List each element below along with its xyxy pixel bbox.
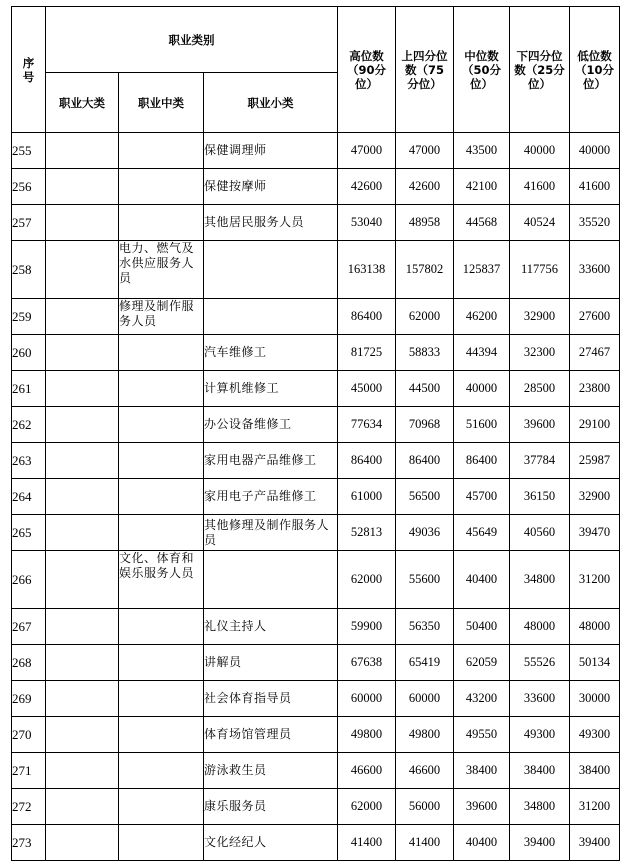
row-p50: 62059 [454, 645, 510, 681]
row-p90: 46600 [338, 753, 396, 789]
row-p90: 59900 [338, 609, 396, 645]
row-middle-category [119, 133, 204, 169]
table-body [12, 133, 620, 861]
row-p75: 55600 [396, 551, 454, 609]
p75-header: 上四分位数（75分位） [396, 7, 454, 133]
row-middle-category [119, 205, 204, 241]
row-middle-category [119, 443, 204, 479]
row-p50: 45700 [454, 479, 510, 515]
row-p50: 44568 [454, 205, 510, 241]
row-minor-category: 文化经纪人 [204, 825, 338, 861]
row-seq: 272 [12, 789, 46, 825]
row-major-category [46, 825, 119, 861]
row-major-category [46, 479, 119, 515]
row-p75: 44500 [396, 371, 454, 407]
row-p50: 45649 [454, 515, 510, 551]
row-seq: 267 [12, 609, 46, 645]
row-p90: 49800 [338, 717, 396, 753]
row-middle-category [119, 335, 204, 371]
table-row [12, 681, 620, 717]
row-middle-category [119, 753, 204, 789]
row-p25: 34800 [510, 789, 570, 825]
row-major-category [46, 789, 119, 825]
row-p75: 62000 [396, 299, 454, 335]
row-p50: 39600 [454, 789, 510, 825]
row-p10: 49300 [570, 717, 620, 753]
row-middle-category [119, 407, 204, 443]
row-major-category [46, 407, 119, 443]
table-row [12, 515, 620, 551]
row-minor-category: 保健按摩师 [204, 169, 338, 205]
row-p10: 39470 [570, 515, 620, 551]
row-p90: 62000 [338, 789, 396, 825]
row-minor-category [204, 241, 338, 299]
row-p75: 157802 [396, 241, 454, 299]
row-seq: 260 [12, 335, 46, 371]
row-seq: 269 [12, 681, 46, 717]
row-minor-category: 家用电子产品维修工 [204, 479, 338, 515]
row-p25: 41600 [510, 169, 570, 205]
row-seq: 264 [12, 479, 46, 515]
row-major-category [46, 299, 119, 335]
row-middle-category: 电力、燃气及水供应服务人员 [119, 241, 204, 299]
row-p25: 36150 [510, 479, 570, 515]
major-header: 职业大类 [46, 73, 119, 133]
row-seq: 258 [12, 241, 46, 299]
row-p75: 58833 [396, 335, 454, 371]
row-p10: 31200 [570, 789, 620, 825]
row-seq: 262 [12, 407, 46, 443]
table-row [12, 335, 620, 371]
table-row [12, 825, 620, 861]
row-p50: 38400 [454, 753, 510, 789]
row-p10: 31200 [570, 551, 620, 609]
row-p25: 34800 [510, 551, 570, 609]
row-p75: 70968 [396, 407, 454, 443]
row-minor-category: 体育场馆管理员 [204, 717, 338, 753]
row-p50: 49550 [454, 717, 510, 753]
table-row [12, 299, 620, 335]
row-middle-category [119, 515, 204, 551]
row-p25: 48000 [510, 609, 570, 645]
row-p90: 67638 [338, 645, 396, 681]
row-p50: 40000 [454, 371, 510, 407]
table-row [12, 371, 620, 407]
row-major-category [46, 681, 119, 717]
row-major-category [46, 169, 119, 205]
row-p90: 52813 [338, 515, 396, 551]
row-major-category [46, 753, 119, 789]
row-p25: 39400 [510, 825, 570, 861]
row-p10: 32900 [570, 479, 620, 515]
row-middle-category [119, 609, 204, 645]
row-seq: 256 [12, 169, 46, 205]
row-minor-category: 保健调理师 [204, 133, 338, 169]
row-minor-category: 社会体育指导员 [204, 681, 338, 717]
row-middle-category [119, 169, 204, 205]
row-middle-category [119, 479, 204, 515]
p10-header: 低位数（10分位） [570, 7, 620, 133]
row-p75: 42600 [396, 169, 454, 205]
row-p90: 61000 [338, 479, 396, 515]
row-p10: 27467 [570, 335, 620, 371]
row-minor-category: 康乐服务员 [204, 789, 338, 825]
row-p10: 29100 [570, 407, 620, 443]
table-row [12, 479, 620, 515]
row-p75: 60000 [396, 681, 454, 717]
p25-header: 下四分位数（25分位） [510, 7, 570, 133]
table-row [12, 205, 620, 241]
row-p90: 45000 [338, 371, 396, 407]
row-middle-category [119, 681, 204, 717]
row-p75: 56500 [396, 479, 454, 515]
row-minor-category: 其他居民服务人员 [204, 205, 338, 241]
row-seq: 265 [12, 515, 46, 551]
row-p10: 38400 [570, 753, 620, 789]
seq-header-text: 序 号 [22, 55, 35, 84]
row-middle-category [119, 371, 204, 407]
row-p75: 56350 [396, 609, 454, 645]
row-minor-category [204, 299, 338, 335]
row-p25: 40524 [510, 205, 570, 241]
row-seq: 268 [12, 645, 46, 681]
row-minor-category: 礼仪主持人 [204, 609, 338, 645]
table-row [12, 551, 620, 609]
table-row [12, 241, 620, 299]
row-p10: 23800 [570, 371, 620, 407]
table-row [12, 169, 620, 205]
row-p75: 56000 [396, 789, 454, 825]
row-p90: 62000 [338, 551, 396, 609]
row-p25: 49300 [510, 717, 570, 753]
row-p25: 38400 [510, 753, 570, 789]
row-p25: 117756 [510, 241, 570, 299]
row-p25: 33600 [510, 681, 570, 717]
row-major-category [46, 205, 119, 241]
row-p75: 48958 [396, 205, 454, 241]
row-seq: 263 [12, 443, 46, 479]
row-seq: 273 [12, 825, 46, 861]
row-p10: 30000 [570, 681, 620, 717]
row-p90: 81725 [338, 335, 396, 371]
row-p50: 40400 [454, 551, 510, 609]
row-p90: 42600 [338, 169, 396, 205]
row-p25: 39600 [510, 407, 570, 443]
row-p90: 47000 [338, 133, 396, 169]
row-p25: 55526 [510, 645, 570, 681]
row-major-category [46, 645, 119, 681]
row-p25: 32300 [510, 335, 570, 371]
row-p75: 47000 [396, 133, 454, 169]
row-major-category [46, 241, 119, 299]
row-p50: 42100 [454, 169, 510, 205]
row-p10: 40000 [570, 133, 620, 169]
row-p50: 86400 [454, 443, 510, 479]
row-seq: 266 [12, 551, 46, 609]
row-p25: 40560 [510, 515, 570, 551]
row-minor-category [204, 551, 338, 609]
row-seq: 270 [12, 717, 46, 753]
salary-table [11, 6, 620, 861]
row-p75: 49800 [396, 717, 454, 753]
row-minor-category: 办公设备维修工 [204, 407, 338, 443]
row-major-category [46, 717, 119, 753]
row-p25: 37784 [510, 443, 570, 479]
row-p75: 46600 [396, 753, 454, 789]
table-row [12, 645, 620, 681]
row-p10: 27600 [570, 299, 620, 335]
row-p50: 46200 [454, 299, 510, 335]
row-p50: 125837 [454, 241, 510, 299]
table-row [12, 443, 620, 479]
row-p10: 33600 [570, 241, 620, 299]
row-p10: 50134 [570, 645, 620, 681]
table-header [12, 7, 620, 133]
row-seq: 255 [12, 133, 46, 169]
middle-header: 职业中类 [119, 73, 204, 133]
row-p50: 40400 [454, 825, 510, 861]
seq-header [12, 7, 46, 133]
table-row [12, 753, 620, 789]
row-middle-category [119, 789, 204, 825]
category-header: 职业类别 [46, 7, 338, 73]
row-p75: 65419 [396, 645, 454, 681]
table-row [12, 789, 620, 825]
table-row [12, 407, 620, 443]
row-p50: 43200 [454, 681, 510, 717]
row-middle-category: 修理及制作服务人员 [119, 299, 204, 335]
row-seq: 261 [12, 371, 46, 407]
row-minor-category: 其他修理及制作服务人员 [204, 515, 338, 551]
row-seq: 257 [12, 205, 46, 241]
row-middle-category [119, 717, 204, 753]
row-seq: 271 [12, 753, 46, 789]
row-p10: 41600 [570, 169, 620, 205]
row-major-category [46, 551, 119, 609]
row-p50: 43500 [454, 133, 510, 169]
row-p50: 51600 [454, 407, 510, 443]
row-p90: 77634 [338, 407, 396, 443]
row-p50: 44394 [454, 335, 510, 371]
minor-header: 职业小类 [204, 73, 338, 133]
row-minor-category: 家用电器产品维修工 [204, 443, 338, 479]
row-p25: 28500 [510, 371, 570, 407]
row-p75: 49036 [396, 515, 454, 551]
row-major-category [46, 371, 119, 407]
p90-header: 高位数（90分位） [338, 7, 396, 133]
row-p90: 86400 [338, 299, 396, 335]
row-major-category [46, 133, 119, 169]
row-p90: 41400 [338, 825, 396, 861]
row-p90: 60000 [338, 681, 396, 717]
table-row [12, 717, 620, 753]
row-p25: 40000 [510, 133, 570, 169]
table-row [12, 133, 620, 169]
row-middle-category: 文化、体育和娱乐服务人员 [119, 551, 204, 609]
row-major-category [46, 443, 119, 479]
row-p25: 32900 [510, 299, 570, 335]
row-p10: 39400 [570, 825, 620, 861]
row-middle-category [119, 645, 204, 681]
row-minor-category: 汽车维修工 [204, 335, 338, 371]
row-p90: 53040 [338, 205, 396, 241]
row-minor-category: 讲解员 [204, 645, 338, 681]
row-major-category [46, 515, 119, 551]
p50-header: 中位数（50分位） [454, 7, 510, 133]
row-major-category [46, 335, 119, 371]
row-p10: 35520 [570, 205, 620, 241]
row-p75: 86400 [396, 443, 454, 479]
row-minor-category: 游泳救生员 [204, 753, 338, 789]
row-middle-category [119, 825, 204, 861]
row-minor-category: 计算机维修工 [204, 371, 338, 407]
row-p50: 50400 [454, 609, 510, 645]
row-major-category [46, 609, 119, 645]
row-p90: 163138 [338, 241, 396, 299]
table-row [12, 609, 620, 645]
row-p10: 25987 [570, 443, 620, 479]
row-p90: 86400 [338, 443, 396, 479]
row-seq: 259 [12, 299, 46, 335]
row-p10: 48000 [570, 609, 620, 645]
row-p75: 41400 [396, 825, 454, 861]
